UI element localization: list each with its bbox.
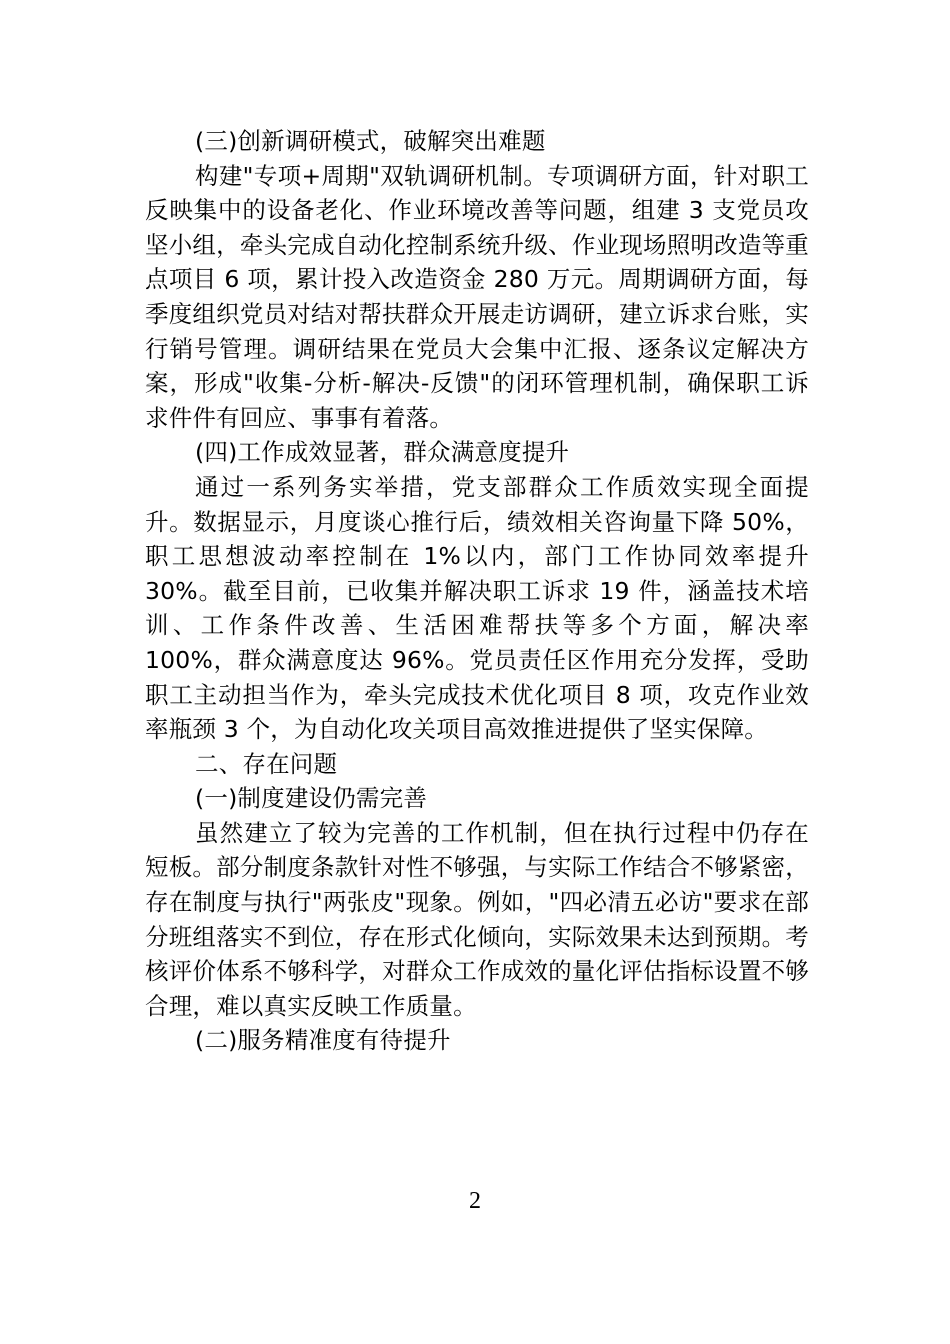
document-body — [145, 124, 809, 1058]
section-heading-service-precision: (二)服务精准度有待提升 — [195, 1026, 451, 1055]
page-number: 2 — [469, 1188, 481, 1214]
paragraph-dual-track-research: 构建"专项+周期"双轨调研机制。专项调研方面，针对职工反映集中的设备老化、作业环境改善等问题，组建 3 支党员攻坚小组，牵头完成自动化控制系统升级、作业现场照明改造等重点项目 6 项，累计投入改造资金 280 万元。周期调研方面，每季度组织党员对结对帮扶群众开展走访调研，建立诉求台账，实行销号管理。调研结果在党员大会集中汇报、逐条议定解决方案，形成"收集-分析-解决-反馈"的闭环管理机制，确保职工诉求件件有回应、事事有着落。 — [145, 161, 809, 432]
section-heading-innovate-research: (三)创新调研模式，破解突出难题 — [195, 127, 546, 155]
section-heading-results: (四)工作成效显著，群众满意度提升 — [195, 438, 570, 467]
paragraph-system-building: 虽然建立了较为完善的工作机制，但在执行过程中仍存在短板。部分制度条款针对性不够强，与实际工作结合不够紧密，存在制度与执行"两张皮"现象。例如，"四必清五必访"要求在部分班组落实不到位，存在形式化倾向，实际效果未达到预期。考核评价体系不够科学，对群众工作成效的量化评估指标设置不够合理，难以真实反映工作质量。 — [145, 818, 809, 1020]
paragraph-results-data: 通过一系列务实举措，党支部群众工作质效实现全面提升。数据显示，月度谈心推行后，绩效相关咨询量下降 50%，职工思想波动率控制在 1%以内，部门工作协同效率提升 30%。截至目前，已收集并解决职工诉求 19 件，涵盖技术培训、工作条件改善、生活困难帮扶等多个方面，解决率 100%，群众满意度达 96%。党员责任区作用充分发挥，受助职工主动担当作为，牵头完成技术优化项目 8 项，攻克作业效率瓶颈 3 个，为自动化攻关项目高效推进提供了坚实保障。 — [145, 472, 809, 744]
chapter-heading-problems: 二、存在问题 — [195, 749, 338, 778]
section-heading-system-building: (一)制度建设仍需完善 — [195, 784, 428, 813]
